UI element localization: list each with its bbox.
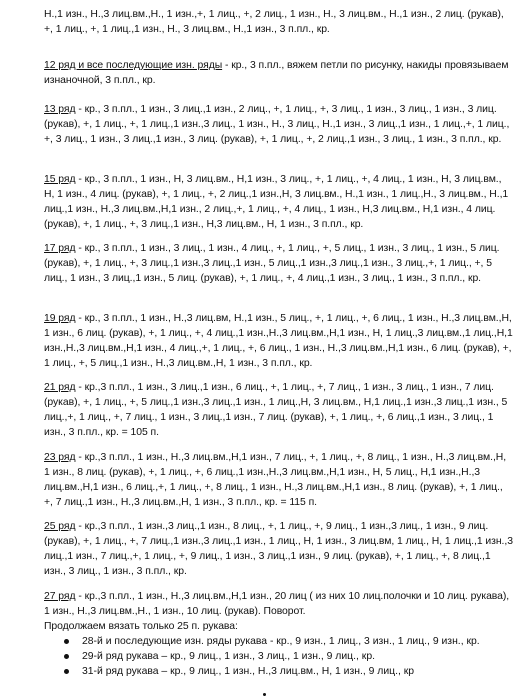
paragraph-row-25 [44, 519, 514, 579]
page-mark [263, 693, 266, 696]
paragraph-row-19 [44, 311, 514, 371]
row-label: 17 ряд [44, 243, 76, 254]
continue-text: Продолжаем вязать только 25 п. рукава: [44, 621, 238, 632]
paragraph-row-13 [44, 102, 514, 147]
row-label: 13 ряд [44, 104, 76, 115]
paragraph-row-21 [44, 380, 514, 440]
list-item: 29-й ряд рукава – кр., 9 лиц., 1 изн., 3 лиц., 1 изн., 9 лиц., кр. [44, 649, 514, 664]
row-label: 25 ряд [44, 521, 76, 532]
list-item: 31-й ряд рукава – кр., 9 лиц., 1 изн., Н.,3 лиц.вм., Н, 1 изн., 9 лиц., кр [44, 664, 514, 679]
list-item: 28-й и последующие изн. ряды рукава - кр., 9 изн., 1 лиц., 3 изн., 1 лиц., 9 изн., кр. [44, 634, 514, 649]
paragraph-text: - кр., 3 п.пл., 1 изн., Н.,3 лиц.вм, Н.,1 изн., 5 лиц., +, 1 лиц., +, 6 лиц., 1 изн., Н.,3 лиц.вм.,Н, 1 изн., 6 лиц. (рукав), +, 1 лиц., +, 4 лиц.,1 изн.,Н.,3 лиц.вм.,Н,1 изн., Н, 1 лиц.,3 лиц.вм.,1 лиц.,Н,1 изн.,Н.,3 лиц.вм.,Н,1 изн., 4 лиц.,+, 1 лиц., +, 6 лиц., 1 изн., Н.,3 лиц.вм.,Н,1 изн., 6 лиц. (рукав), +, 1 лиц., +, 5 лиц.,1 изн., Н.,3 лиц.вм.,Н, 1 изн., 3 п.пл., кр. [44, 313, 513, 369]
row-label: 19 ряд [44, 313, 76, 324]
row-label: 21 ряд [44, 382, 76, 393]
paragraph-row-12 [44, 58, 514, 88]
paragraph-text: - кр., 3 п.пл., 1 изн., Н, 3 лиц.вм., Н,1 изн., 3 лиц., +, 1 лиц., +, 4 лиц., 1 изн., Н, 3 лиц.вм., Н, 1 изн., 4 лиц. (рукав), +, 1 лиц., +, 2 лиц.,1 изн.,Н, 3 лиц.вм., Н.,1 изн., 1 лиц.,Н., 3 лиц.вм., Н.,1 лиц.,1 изн., Н.,3 лиц.вм.,Н,1 изн., 2 лиц.,+, 1 лиц., +, 4 лиц., 1 изн., Н,3 лиц.вм., Н,1 изн., 4 лиц. (рукав), +, 1 лиц., +, 3 лиц.,1 изн., Н,3 лиц.вм., Н, 1 изн., 3 п.пл., кр. [44, 174, 509, 230]
paragraph-text: Н.,1 изн., Н.,3 лиц.вм.,Н., 1 изн.,+, 1 лиц., +, 2 лиц., 1 изн., Н., 3 лиц.вм., Н.,1 изн., 2 лиц. (рукав), +, 1 лиц., +, 1 лиц.,1 изн., Н., 3 лиц.вм., Н.,1 изн., 3 п.пл., кр. [44, 9, 504, 35]
paragraph-row-15 [44, 172, 514, 232]
row-label: 27 ряд [44, 591, 76, 602]
paragraph-text: - кр.,3 п.пл., 1 изн., Н.,3 лиц.вм.,Н,1 изн., 7 лиц., +, 1 лиц., +, 8 лиц., 1 изн., Н.,3 лиц.вм.,Н, 1 изн., 8 лиц. (рукав), +, 1 лиц., +, 6 лиц.,1 изн.,Н.,3 лиц.вм.,Н,1 изн., Н, 5 лиц., Н,1 изн.,Н.,3 лиц.вм.,Н,1 изн., 6 лиц.,+, 1 лиц., +, 8 лиц., 1 изн., Н.,3 лиц.вм.,Н,1 изн., 8 лиц. (рукав), +, 1 лиц., +, 7 лиц.,1 изн., Н.,3 лиц.вм.,Н, 1 изн., 3 п.пл., кр. = 115 п. [44, 452, 507, 508]
paragraph-text: - кр., 3 п.пл., 1 изн., 3 лиц.,1 изн., 2 лиц., +, 1 лиц., +, 3 лиц., 1 изн., 3 лиц., 1 изн., 3 лиц. (рукав), +, 1 лиц., +, 1 лиц.,1 изн.,3 лиц., 1 изн., Н., 3 лиц., Н.,1 изн., 3 лиц.,1 изн., 1 лиц.,+, 1 лиц., +, 3 лиц., 1 изн., 3 лиц.,1 изн., 3 лиц. (рукав), +, 1 лиц., +, 2 лиц.,1 изн., 3 лиц., 1 изн., 3 п.пл., кр. [44, 104, 510, 145]
paragraph-row-23 [44, 450, 514, 510]
row-label: 12 ряд и все последующие изн. ряды [44, 60, 223, 71]
paragraph-row-11-end [44, 7, 514, 37]
paragraph-text: - кр., 3 п.пл., 1 изн., 3 лиц., 1 изн., 4 лиц., +, 1 лиц., +, 5 лиц., 1 изн., 3 лиц., 1 изн., 5 лиц. (рукав), +, 1 лиц., +, 3 лиц.,1 изн.,3 лиц.,1 изн., 5 лиц.,1 изн.,3 лиц.,1 изн., 3 лиц.,+, 1 лиц., +, 5 лиц., 1 изн., 3 лиц.,1 изн., 5 лиц. (рукав), +, 1 лиц., +, 4 лиц.,1 изн., 3 лиц., 1 изн., 3 п.пл., кр. [44, 243, 500, 284]
paragraph-row-17 [44, 241, 514, 286]
row-label: 15 ряд [44, 174, 76, 185]
sleeve-rows-list [44, 634, 514, 679]
paragraph-row-27 [44, 589, 514, 619]
row-label: 23 ряд [44, 452, 76, 463]
paragraph-text: - кр.,3 п.пл., 1 изн., 3 лиц.,1 изн., 6 лиц., +, 1 лиц., +, 7 лиц., 1 изн., 3 лиц., 1 изн., 7 лиц. (рукав), +, 1 лиц., +, 5 лиц.,1 изн.,3 лиц.,1 изн., 1 лиц.,Н, 3 лиц.вм., Н,1 лиц.,1 изн.,3 лиц.,1 изн., 5 лиц.,+, 1 лиц., +, 7 лиц., 1 изн., 3 лиц.,1 изн., 7 лиц. (рукав), +, 1 лиц., +, 6 лиц.,1 изн., 3 лиц., 1 изн., 3 п.пл., кр. = 105 п. [44, 382, 508, 438]
paragraph-text: - кр.,3 п.пл., 1 изн.,3 лиц.,1 изн., 8 лиц., +, 1 лиц., +, 9 лиц., 1 изн.,3 лиц., 1 изн., 9 лиц. (рукав), +, 1 лиц., +, 7 лиц.,1 изн.,3 лиц.,1 изн., 1 лиц., Н, 1 изн., 3 лиц.вм, 1 лиц., Н, 1 лиц.,1 изн.,3 лиц.,1 изн., 7 лиц.,+, 1 лиц., +, 9 лиц., 1 изн., 3 лиц.,1 изн., 9 лиц. (рукав), +, 1 лиц., +, 8 лиц.,1 изн., 3 лиц., 1 изн., 3 п.пл., кр. [44, 521, 513, 577]
paragraph-text: - кр., 3 п.пл., вяжем петли по рисунку, накиды провязываем изнаночной, 3 п.пл., кр. [44, 60, 509, 86]
paragraph-text: - кр.,3 п.пл., 1 изн., Н.,3 лиц.вм.,Н,1 изн., 20 лиц ( из них 10 лиц.полочки и 10 лиц. рукава), 1 изн., Н.,3 лиц.вм.,Н., 1 изн., 10 лиц. (рукав). Поворот. [44, 591, 510, 617]
